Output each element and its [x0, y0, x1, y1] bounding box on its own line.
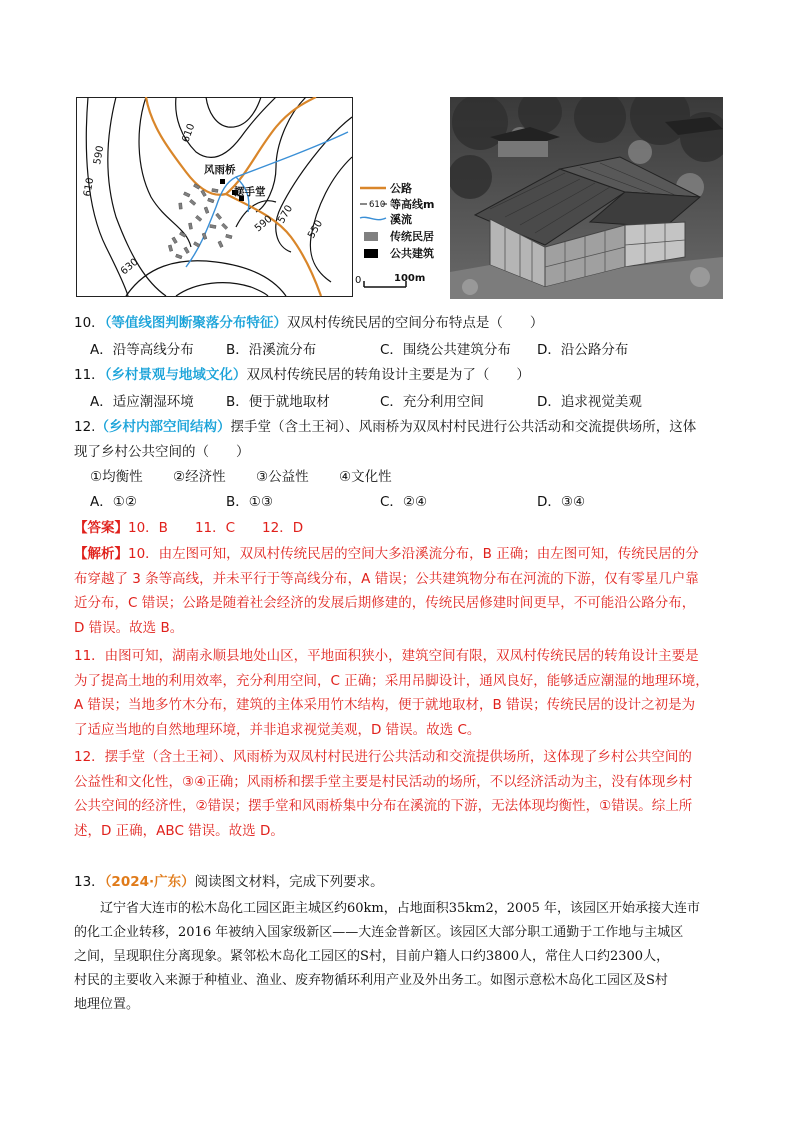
q12-stem-line1: [74, 417, 696, 437]
q13-stem: [74, 872, 384, 892]
analysis-q12: [74, 745, 734, 843]
q13-number: 13．: [74, 874, 105, 890]
analysis-q12-line: 述，D 正确，ABC 错误。故选 D。: [74, 822, 284, 839]
q11-stem: [74, 365, 530, 385]
dwelling: [179, 203, 183, 209]
q13-material-line: 地理位置。: [74, 997, 140, 1012]
hall-label: 摆手堂: [234, 186, 266, 198]
q11-option-c[interactable]: C．充分利用空间: [380, 394, 484, 410]
analysis-q11-line: 11．由图可知，湖南永顺县地处山区，平地面积狭小，建筑空间有限，双凤村传统民居的转角设计主要是: [74, 648, 699, 664]
q10-stem-text: 双凤村传统民居的空间分布特点是（ ）: [286, 315, 544, 331]
q12-tag: （乡村内部空间结构）: [95, 419, 231, 435]
contour-label: 610: [180, 122, 198, 145]
legend-dwelling-label: 传统民居: [390, 230, 434, 243]
legend-public-swatch: [364, 249, 378, 258]
legend-contour-label: 等高线m: [390, 198, 435, 211]
q10-number: 10．: [74, 315, 105, 331]
q11-tag: （乡村景观与地域文化）: [104, 367, 247, 383]
building-photo-svg: [450, 97, 723, 299]
q11-number: 11．: [74, 367, 105, 383]
analysis-label: 【解析】: [74, 546, 128, 562]
answer-line: [74, 518, 303, 538]
q11-option-d[interactable]: D．追求视觉美观: [537, 394, 642, 410]
q12-option-a[interactable]: A．①②: [90, 494, 137, 510]
contour-label: 590: [252, 213, 275, 235]
contour-map-svg: [76, 97, 442, 297]
q10-option-b[interactable]: B．沿溪流分布: [226, 342, 317, 358]
q12-option-d[interactable]: D．③④: [537, 494, 586, 510]
analysis-q10: [74, 542, 734, 640]
scale-bar: [355, 273, 425, 287]
analysis-q10-line: 布穿越了 3 条等高线，并未平行于等高线分布，A 错误；公共建筑物分布在河流的下游，仅有零星几户靠: [74, 570, 699, 587]
analysis-q11-line: A 错误；当地多竹木分布，建筑的主体采用竹木结构，便于就地取材，B 错误；传统民居的设计之初是为: [74, 697, 696, 713]
analysis-q10-line: 【解析】10．由左图可知，双凤村传统民居的空间大多沿溪流分布，B 正确；由左图可知，传统民居的分: [74, 546, 699, 562]
q12-stem-text-1: 摆手堂（含土王祠）、风雨桥为双凤村村民进行公共活动和交流提供场所，这体: [230, 419, 697, 435]
public-building: [220, 179, 225, 184]
contour-label: 570: [276, 203, 296, 226]
map-frame: [77, 98, 353, 297]
analysis-q12-line: 公共空间的经济性，②错误；摆手堂和风雨桥集中分布在溪流的下游，无法体现均衡性，①错误。综上所: [74, 798, 693, 814]
legend-dwelling-swatch: [364, 232, 378, 241]
q12-item-3: ③公益性: [256, 469, 309, 485]
q11-option-a[interactable]: A．适应潮湿环境: [90, 394, 194, 410]
bridge-label: 风雨桥: [204, 164, 236, 176]
q13-material-line: 之间，呈现职住分离现象。紧邻松木岛化工园区的S村，目前户籍人口约3800人，常住人口约2300人，: [74, 949, 670, 964]
q12-option-c[interactable]: C．②④: [380, 494, 428, 510]
q10-stem: [74, 313, 543, 333]
contour-map-figure: [76, 97, 442, 297]
legend-stream-label: 溪流: [390, 213, 412, 226]
legend-road-label: 公路: [390, 182, 412, 195]
q10-option-d[interactable]: D．沿公路分布: [537, 342, 629, 358]
analysis-q10-line: D 错误。故选 B。: [74, 619, 184, 636]
contour-label: 550: [306, 218, 326, 241]
q13-material-line: 的化工企业转移，2016 年被纳入国家级新区——大连金普新区。该园区大部分职工通勤于工作地与主城区: [74, 925, 684, 940]
legend-contour-sample: 610: [369, 200, 386, 210]
legend-stream-swatch: [360, 217, 386, 219]
answer-text: 10．B 11．C 12．D: [128, 520, 304, 536]
q13-stem-text: 阅读图文材料，完成下列要求。: [194, 874, 384, 890]
answer-label: 【答案】: [74, 520, 128, 536]
q10-option-c[interactable]: C．围绕公共建筑分布: [380, 342, 511, 358]
contour-label: 630: [118, 256, 141, 278]
q13-material-line: 村民的主要收入来源于种植业、渔业、废弃物循环利用产业及外出务工。如图示意松木岛化工园区及S村: [74, 973, 668, 988]
analysis-q12-line: 12．摆手堂（含土王祠）、风雨桥为双凤村村民进行公共活动和交流提供场所，这体现了乡村公共空间的: [74, 749, 692, 765]
q11-stem-text: 双凤村传统民居的转角设计主要是为了（ ）: [246, 367, 530, 383]
analysis-q11-line: 了适应当地的自然地理环境，并非追求视觉美观，D 错误。故选 C。: [74, 721, 481, 738]
analysis-q11-line: 为了提高土地的利用效率，充分利用空间，C 正确；采用吊脚设计，通风良好，能够适应潮湿的地理环境，: [74, 672, 709, 689]
q10-tag: （等值线图判断聚落分布特征）: [104, 315, 287, 331]
q12-item-4: ④文化性: [339, 469, 392, 485]
q12-option-b[interactable]: B．①③: [226, 494, 273, 510]
contour-label: 590: [92, 144, 107, 166]
q12-stem-line2: 现了乡村公共空间的（ ）: [74, 444, 250, 460]
analysis-q10-line: 近分布，C 错误；公路是随着社会经济的发展后期修建的，传统民居修建时间更早，不可能沿公路分布，: [74, 595, 696, 611]
q12-number: 12.: [74, 419, 96, 435]
legend-public-label: 公共建筑: [390, 247, 434, 260]
q11-option-b[interactable]: B．便于就地取材: [226, 394, 330, 410]
q12-item-1: ①均衡性: [90, 469, 143, 485]
q13-material: [74, 897, 736, 1017]
q13-material-line: 辽宁省大连市的松木岛化工园区距主城区约60km，占地面积35km2，2005 年，该园区开始承接大连市: [74, 901, 700, 916]
contour-label: 610: [82, 176, 97, 198]
q12-item-2: ②经济性: [173, 469, 226, 485]
q13-tag: （2024·广东）: [104, 874, 195, 890]
analysis-q12-line: 公益性和文化性，③④正确；风雨桥和摆手堂主要是村民活动的场所，不以经济活动为主，没有体现乡村: [74, 773, 693, 790]
map-legend: [360, 181, 434, 260]
building-photo: [450, 97, 723, 299]
q10-option-a[interactable]: A．沿等高线分布: [90, 342, 194, 358]
scale-distance: 100m: [394, 273, 426, 284]
analysis-q11: [74, 644, 734, 742]
scale-zero: 0: [355, 275, 362, 286]
